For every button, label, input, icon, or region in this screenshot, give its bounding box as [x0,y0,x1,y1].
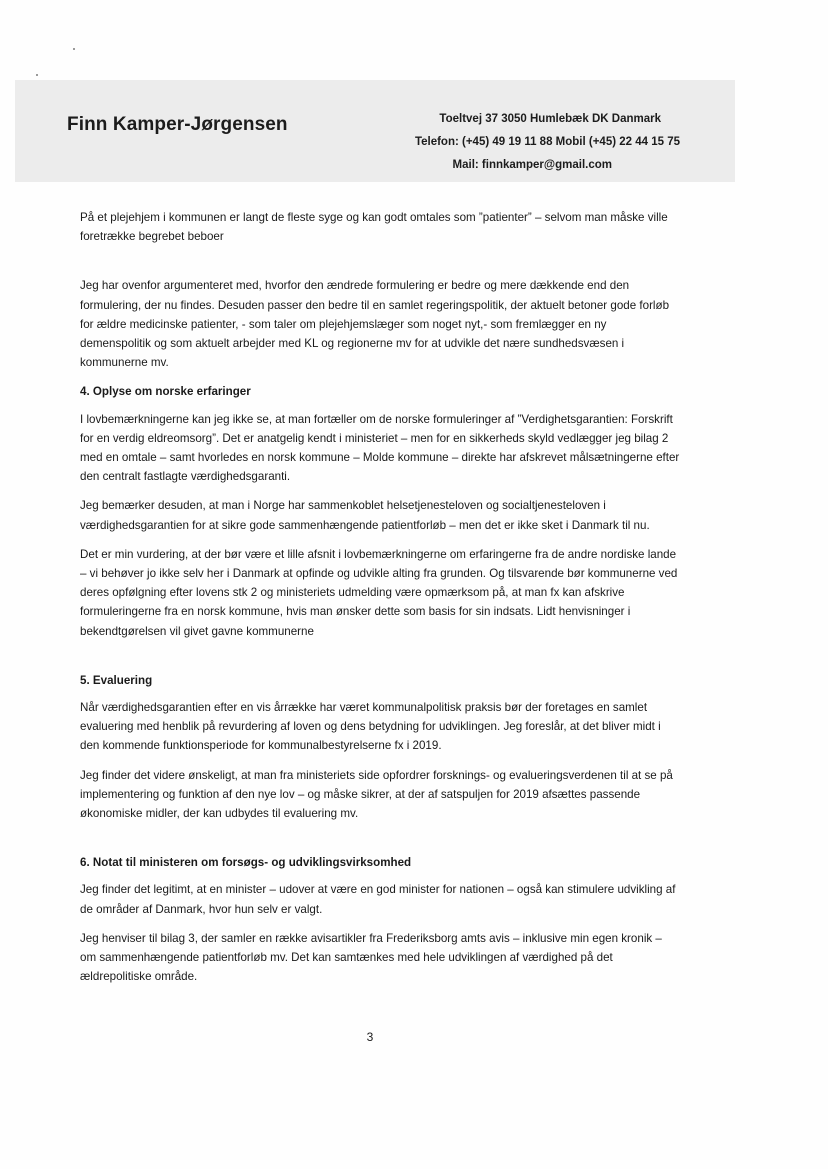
page-number: 3 [366,1030,374,1044]
letterhead [15,80,735,182]
paragraph: Jeg bemærker desuden, at man i Norge har sammenkoblet helsetjenesteloven og socialtjenesteloven i værdighedsgarantien for at sikre gode sammenhængende patientforløb – men det er ikke sket i Danmark til nu. [80,499,650,532]
sender-phone: Telefon: (+45) 49 19 11 88 Mobil (+45) 22 44 15 75 [414,136,680,148]
paragraph: Jeg finder det legitimt, at en minister – udover at være en god minister for nationen – også kan stimulere udvikling af de områder af Danmark, hvor hun selv er valgt. [80,883,676,916]
scan-speck [73,48,75,50]
paragraph: Jeg finder det videre ønskeligt, at man fra ministeriets side opfordrer forsknings- og evalueringsverdenen til at se på implementering og funktion af den nye lov – og måske sikrer, at der af satspuljen for 2019 afsættes passende økonomiske midler, der kan udbydes til evaluering mv. [80,768,673,821]
paragraph: Når værdighedsgarantien efter en vis årrække har været kommunalpolitisk praksis bør der foretages en samlet evaluering med henblik på revurdering af loven og dens betydning for udviklingen. Jeg foreslår, at det bliver midt i den kommende funktionsperiode for kommunalbestyrelserne fx i 2019. [80,701,661,753]
sender-email: Mail: finnkamper@gmail.com [452,159,612,171]
letter-body [80,208,680,997]
paragraph: Jeg har ovenfor argumenteret med, hvorfor den ændrede formulering er bedre og mere dækkende end den formulering, der nu findes. Desuden passer den bedre til en samlet regeringspolitik, der aktuelt betoner gode forløb for ældre medicinske patienter, - som taler om plejehjemslæger som noget nyt,- som fremlægger en ny demenspolitik og som aktuelt arbejder med KL og regionerne mv for at udvikle det nære sundhedsvæsen i kommunerne mv. [80,279,670,370]
scan-speck [36,74,38,76]
section-heading-5: 5. Evaluering [80,673,153,687]
sender-contact [415,108,680,177]
sender-address: Toeltvej 37 3050 Humlebæk DK Danmark [439,113,661,125]
section-heading-4: 4. Oplyse om norske erfaringer [80,385,251,399]
paragraph: Det er min vurdering, at der bør være et lille afsnit i lovbemærkningerne om erfaringerne fra de andre nordiske lande – vi behøver jo ikke selv her i Danmark at opfinde og udvikle alting fra grunden. Og tilsvarende bør kommunerne ved deres opfølgning efter lovens stk 2 og ministeriets udmelding være opmærksom på, at man fx kan afskrive formuleringerne fra en norsk kommune, hvis man ønsker dette som basis for sin indsats. Lidt henvisninger i bekendtgørelsen vil givet gavne kommunerne [80,547,678,638]
paragraph: Jeg henviser til bilag 3, der samler en række avisartikler fra Frederiksborg amts avis – inklusive min egen kronik – om sammenhængende patientforløb mv. Det kan samtænkes med hele udviklingen af værdighed på det ældrepolitiske område. [80,931,662,984]
section-heading-6: 6. Notat til ministeren om forsøgs- og udviklingsvirksomhed [80,856,412,870]
paragraph: I lovbemærkningerne kan jeg ikke se, at man fortæller om de norske formuleringer af ”Verdighetsgarantien: Forskrift for en verdig eldreomsorg”. Det er anatgelig kendt i ministeriet – men for en sikkerheds skyld vedlægger jeg bilag 2 med en omtale – samt hvorledes en norsk kommune – Molde kommune – direkte har afskrevet målsætningerne efter den centralt fastlagte værdighedsgaranti. [80,412,680,484]
paragraph: På et plejehjem i kommunen er langt de fleste syge og kan godt omtales som ”patienter” – selvom man måske ville foretrække begrebet beboer [80,211,668,244]
sender-name: Finn Kamper-Jørgensen [67,114,288,135]
